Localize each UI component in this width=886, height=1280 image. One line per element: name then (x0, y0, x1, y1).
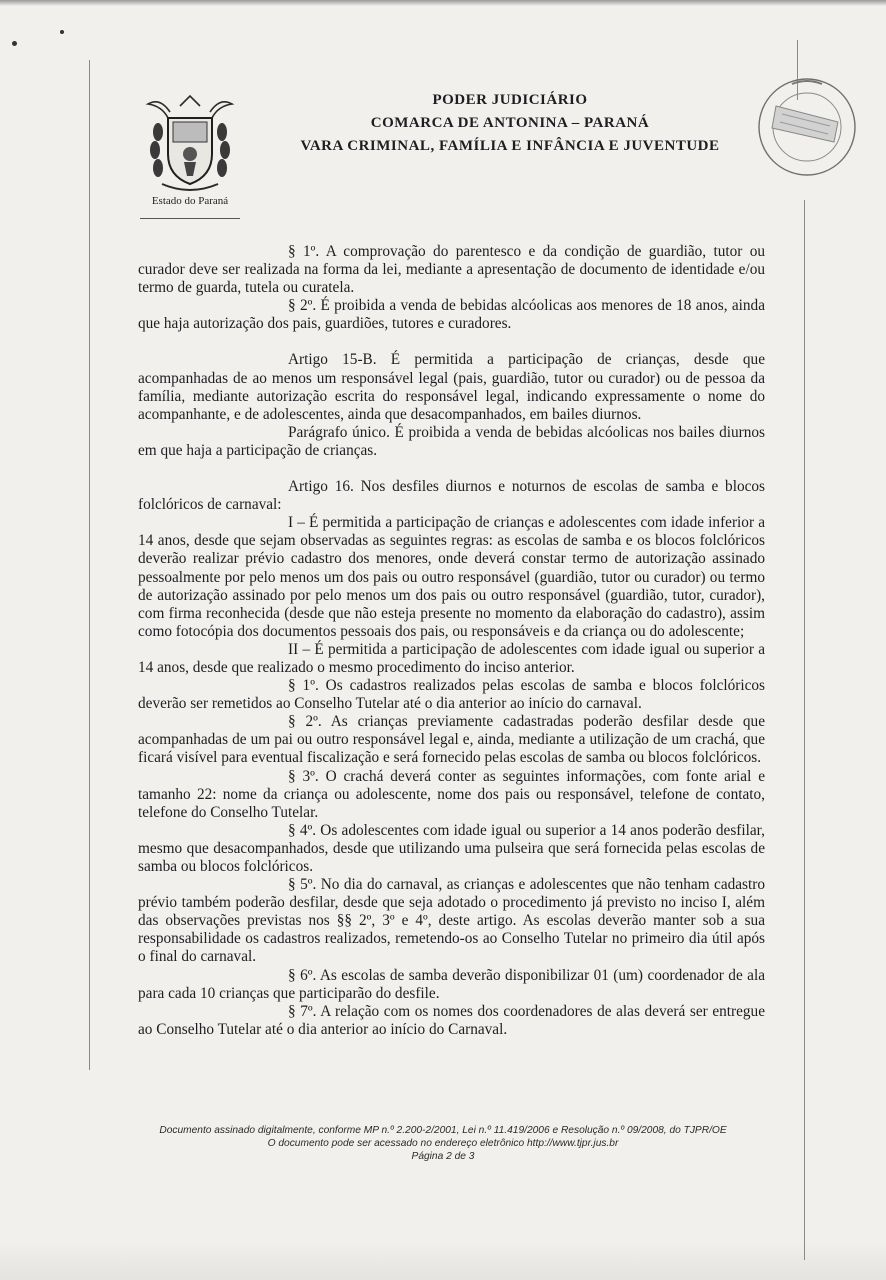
court-seal-stamp-icon (752, 72, 862, 182)
document-header (250, 92, 770, 155)
paragraph: § 3º. O crachá deverá conter as seguintes informações, com fonte arial e tamanho 22: nome da criança ou adolescente, nome dos pais ou responsável, telefone de contato, telefone do Conselho Tutelar. (138, 767, 765, 821)
header-line-3: VARA CRIMINAL, FAMÍLIA E INFÂNCIA E JUVENTUDE (300, 138, 720, 154)
paragraph: Artigo 16. Nos desfiles diurnos e noturnos de escolas de samba e blocos folclóricos de carnaval: (138, 478, 765, 514)
paragraph: § 7º. A relação com os nomes dos coordenadores de alas deverá ser entregue ao Conselho Tutelar até o dia anterior ao início do Carnaval. (138, 1002, 765, 1038)
scan-bottom-edge (0, 1240, 886, 1280)
header-line-2: COMARCA DE ANTONINA – PARANÁ (370, 115, 650, 131)
scan-speck (60, 30, 64, 34)
scan-speck (12, 41, 17, 46)
header-line-1: PODER JUDICIÁRIO (432, 92, 588, 108)
crest-divider (140, 218, 240, 219)
left-margin-line (89, 60, 90, 1070)
paragraph: Artigo 15-B. É permitida a participação de crianças, desde que acompanhadas de ao menos um responsável legal (pais, guardião, tutor ou curador) ou de pessoa da família, mediante autorização escrita do responsável legal, indicando expressamente o nome do acompanhante, e de adolescentes, ainda que desacompanhados, em bailes diurnos. (138, 351, 765, 423)
page-number: Página 2 de 3 (411, 1151, 475, 1162)
footer-signature-note: Documento assinado digitalmente, conforme MP n.º 2.200-2/2001, Lei n.º 11.419/2006 e Resolução n.º 09/2008, do TJPR/OE (159, 1125, 727, 1136)
paragraph: § 4º. Os adolescentes com idade igual ou superior a 14 anos poderão desfilar, mesmo que desacompanhados, desde que utilizando uma pulseira que será fornecida pelas escolas de samba ou blocos folclóricos. (138, 821, 765, 875)
right-margin-line (804, 200, 805, 1260)
paragraph: II – É permitida a participação de adolescentes com idade igual ou superior a 14 anos, desde que realizado o mesmo procedimento do inciso anterior. (138, 640, 765, 676)
paragraph: § 1º. A comprovação do parentesco e da condição de guardião, tutor ou curador deve ser realizada na forma da lei, mediante a apresentação de documento de identidade e/ou termo de guarda, tutela ou curatela. (138, 243, 765, 297)
paragraph-gap (138, 460, 765, 478)
footer-access-note: O documento pode ser acessado no endereço eletrônico http://www.tjpr.jus.br (267, 1138, 619, 1149)
paragraph: § 2º. É proibida a venda de bebidas alcóolicas aos menores de 18 anos, ainda que haja autorização dos pais, guardiões, tutores e curadores. (138, 297, 765, 333)
paragraph-gap (138, 333, 765, 351)
paragraph: § 1º. Os cadastros realizados pelas escolas de samba e blocos folclóricos deverão ser remetidos ao Conselho Tutelar até o dia anterior ao início do carnaval. (138, 677, 765, 713)
document-footer (118, 1124, 768, 1163)
crest-caption: Estado do Paraná (151, 195, 229, 207)
paragraph: I – É permitida a participação de crianças e adolescentes com idade inferior a 14 anos, desde que sejam observadas as seguintes regras: as escolas de samba e os blocos folclóricos deverão realizar prévio cadastro dos menores, onde deverá constar termo de autorização assinado pessoalmente por pelo menos um dos pais ou outro responsável (guardião, tutor ou curador) ou termo de autorização assinado por pelo menos um dos pais ou outro responsável (guardião, tutor, curador), com firma reconhecida (desde que não esteja presente no momento da elaboração do cadastro), assim como fotocópia dos documentos pessoais dos pais, ou responsáveis e da criança ou do adolescente; (138, 514, 765, 640)
paragraph: Parágrafo único. É proibida a venda de bebidas alcóolicas nos bailes diurnos em que haja a participação de crianças. (138, 423, 765, 459)
paragraph: § 2º. As crianças previamente cadastradas poderão desfilar desde que acompanhadas de um pai ou outro responsável legal e, ainda, mediante a utilização de um crachá, que ficará visível para eventual fiscalização e será fornecido pelas escolas de samba ou blocos folclóricos. (138, 713, 765, 767)
paragraph: § 6º. As escolas de samba deverão disponibilizar 01 (um) coordenador de ala para cada 10 crianças que participarão do desfile. (138, 966, 765, 1002)
document-body (138, 243, 765, 1039)
parana-coat-of-arms-icon (140, 92, 240, 197)
paragraph: § 5º. No dia do carnaval, as crianças e adolescentes que não tenham cadastro prévio também poderão desfilar, desde que seja adotado o procedimento já previsto no inciso I, além das observações previstas nos §§ 2º, 3º e 4º, deste artigo. As escolas deverão manter sob a sua responsabilidade os cadastros realizados, remetendo-os ao Conselho Tutelar no primeiro dia útil após o final do carnaval. (138, 876, 765, 966)
scan-top-edge (0, 0, 886, 6)
